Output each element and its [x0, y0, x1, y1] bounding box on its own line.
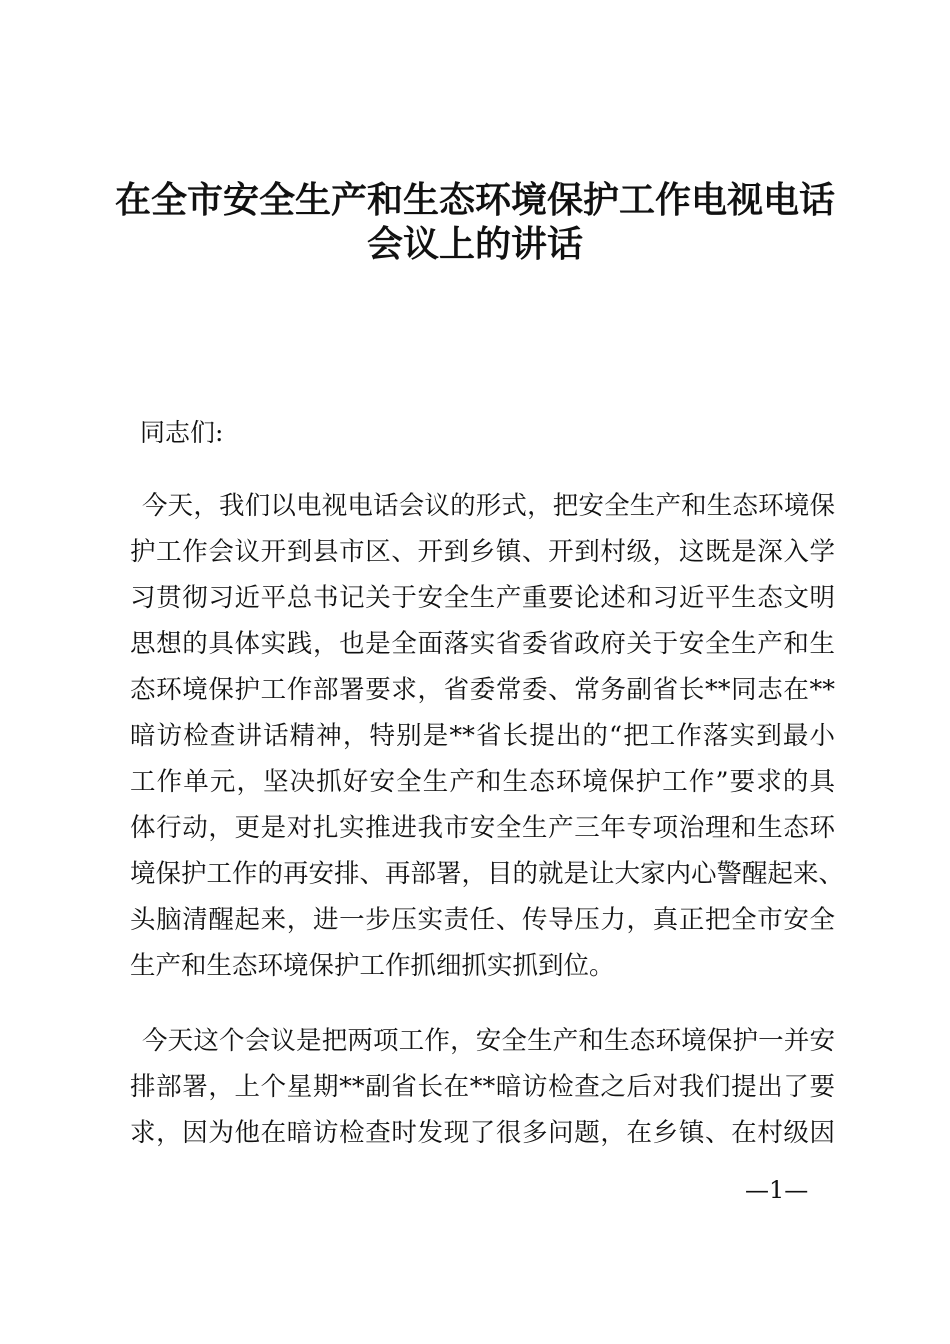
paragraph-1 [130, 483, 845, 989]
document-title [0, 178, 950, 266]
text-line: 今天，我们以电视电话会议的形式，把安全生产和生态环境保 [142, 491, 835, 521]
title-line: 会议上的讲话 [366, 223, 583, 265]
text-line: 护工作会议开到县市区、开到乡镇、开到村级，这既是深入学 [130, 537, 835, 567]
paragraph-2 [130, 1018, 835, 1156]
title-line: 在全市安全生产和生态环境保护工作电视电话 [114, 179, 835, 221]
text-line: 今天这个会议是把两项工作，安全生产和生态环境保护一并安 [142, 1026, 835, 1056]
text-line: 思想的具体实践，也是全面落实省委省政府关于安全生产和生 [130, 629, 835, 659]
text-line: 排部署，上个星期**副省长在**暗访检查之后对我们提出了要 [130, 1072, 835, 1102]
text-line: 工作单元，坚决抓好安全生产和生态环境保护工作”要求的具 [130, 767, 835, 797]
text-line: 境保护工作的再安排、再部署，目的就是让大家内心警醒起来、 [130, 859, 845, 889]
text-line: 求，因为他在暗访检查时发现了很多问题，在乡镇、在村级因 [130, 1118, 835, 1148]
text-line: 习贯彻习近平总书记关于安全生产重要论述和习近平生态文明 [130, 583, 835, 613]
page-number: —1— [745, 1176, 809, 1204]
text-line: 体行动，更是对扎实推进我市安全生产三年专项治理和生态环 [130, 813, 835, 843]
text-line: 生产和生态环境保护工作抓细抓实抓到位。 [130, 951, 615, 981]
salutation: 同志们: [140, 418, 224, 447]
text-line: 头脑清醒起来，进一步压实责任、传导压力，真正把全市安全 [130, 905, 835, 935]
text-line: 暗访检查讲话精神，特别是**省长提出的“把工作落实到最小 [130, 721, 835, 751]
text-line: 态环境保护工作部署要求，省委常委、常务副省长**同志在** [130, 675, 835, 705]
